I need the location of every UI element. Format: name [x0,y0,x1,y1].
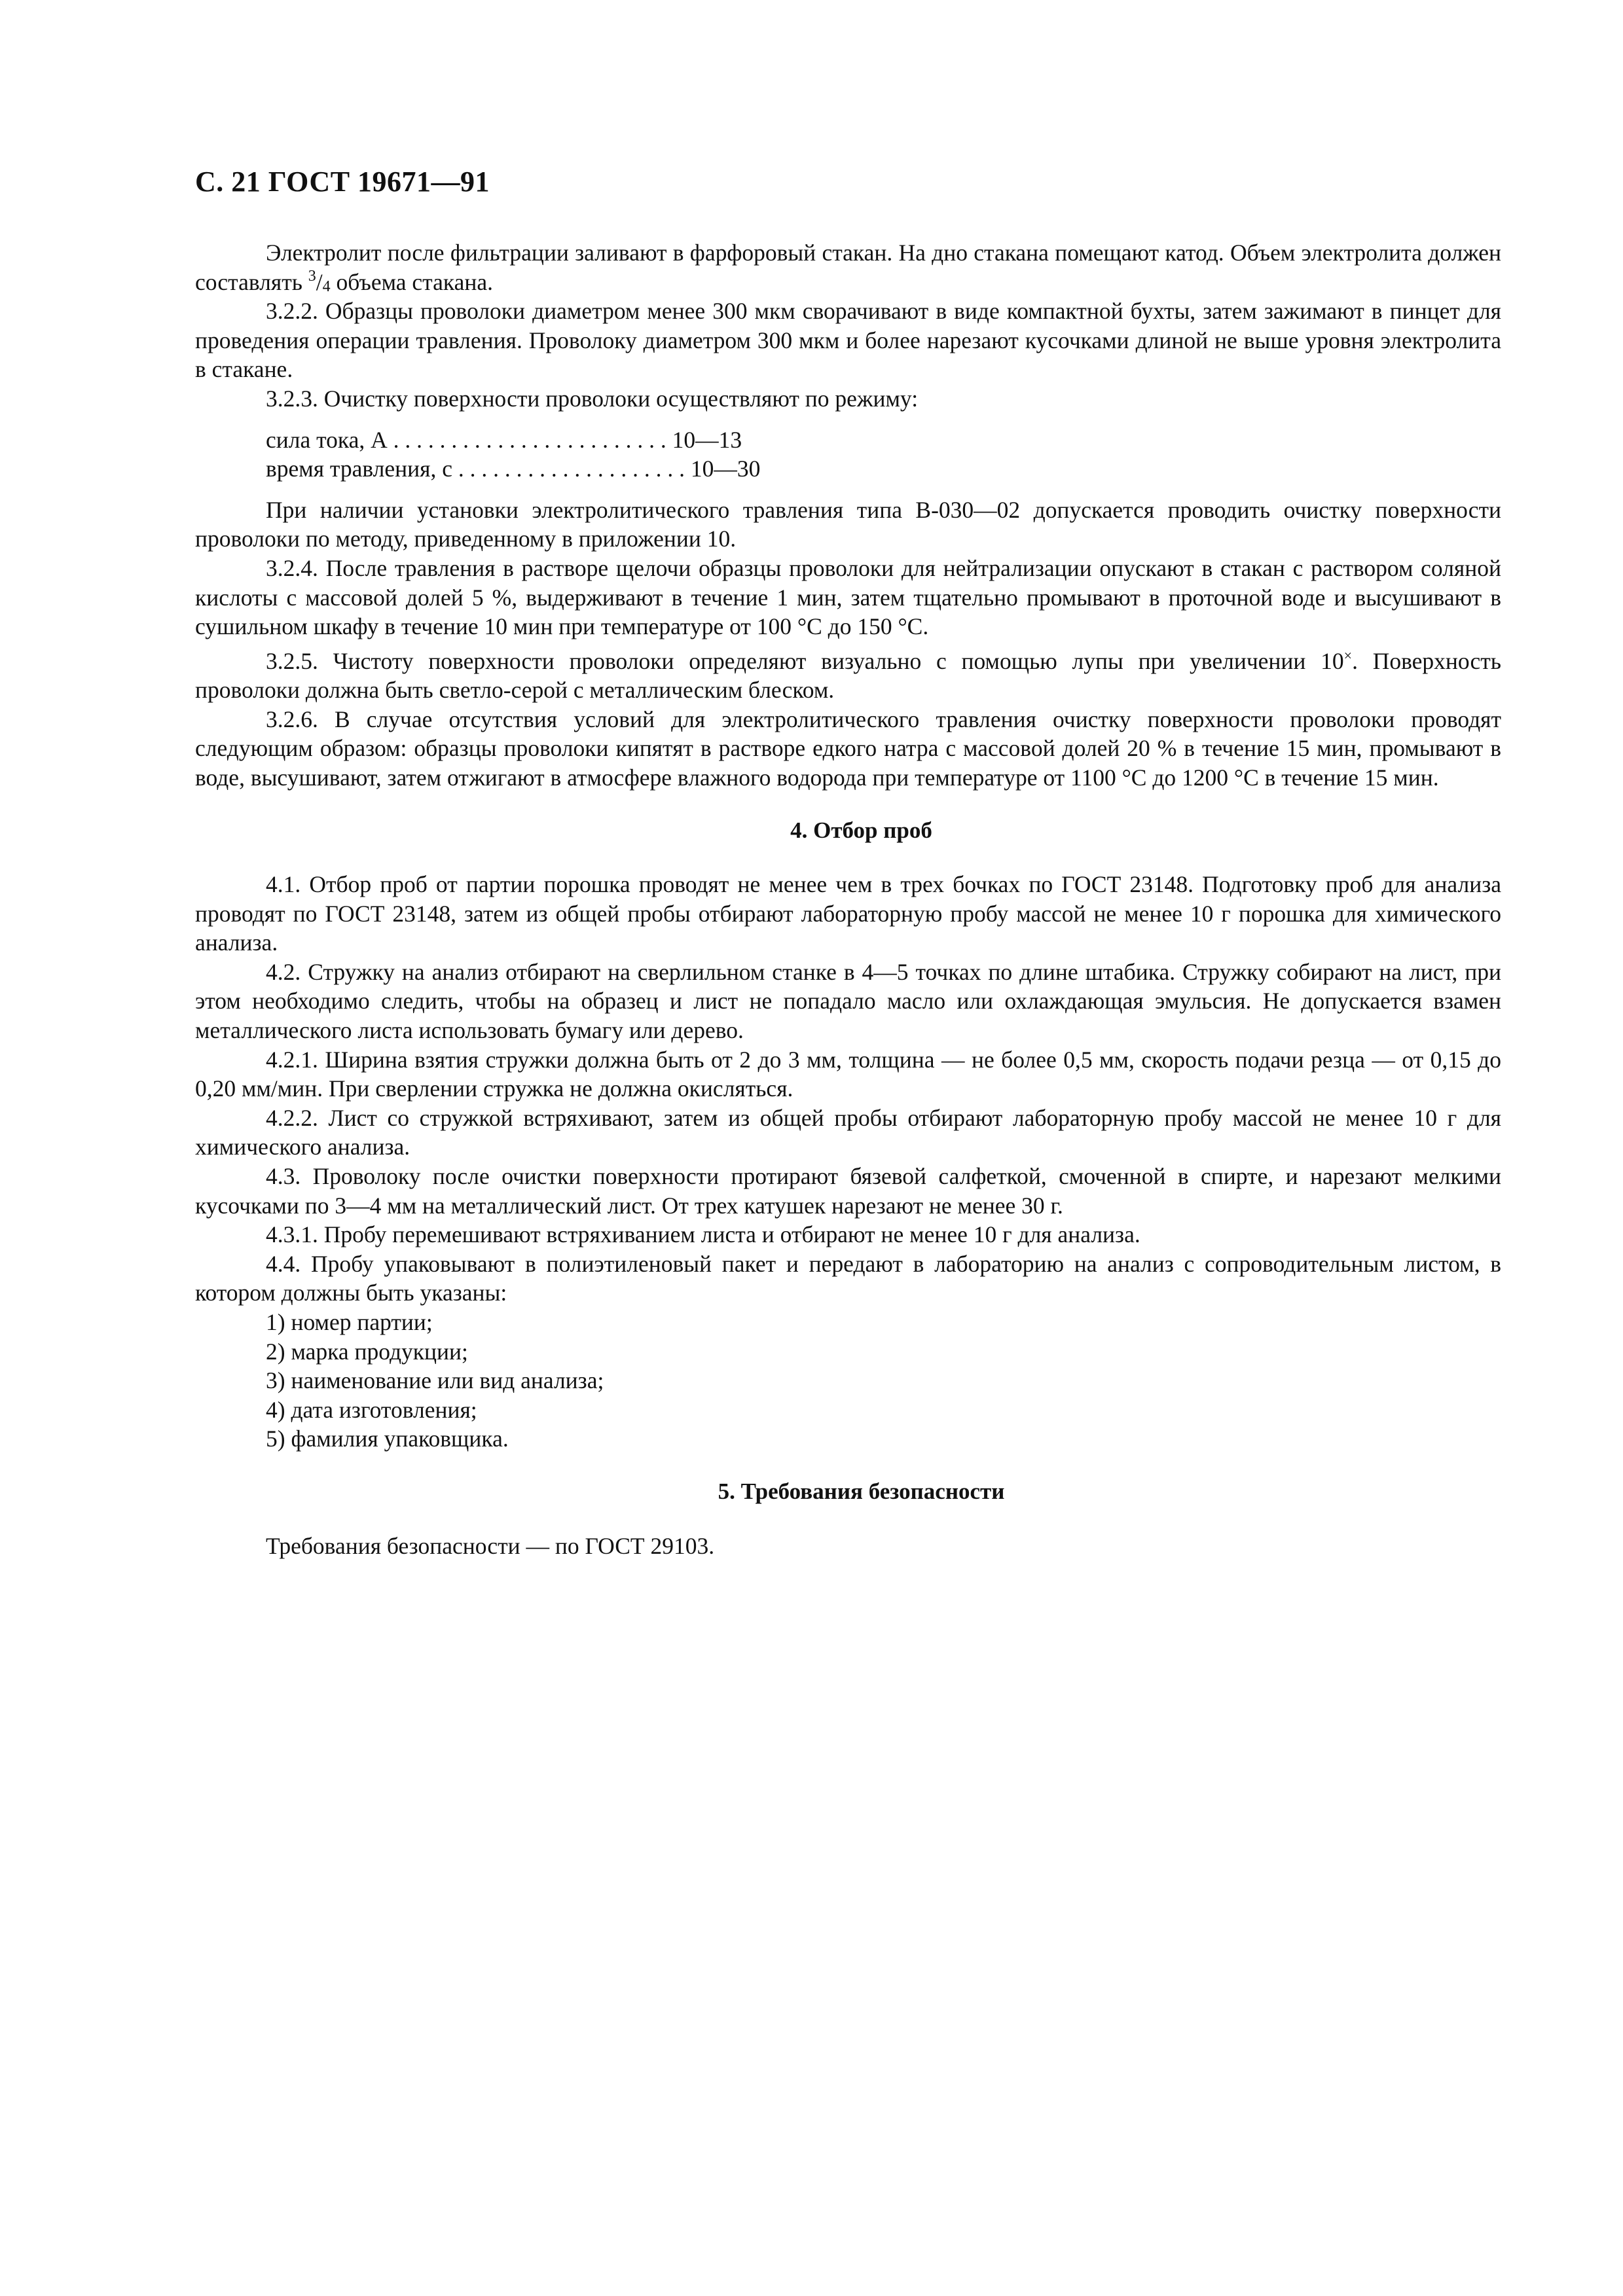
paragraph-text: . Поверхность проволоки должна быть светло-серой с металлическим блеском. [195,647,1501,704]
list-item: 5) фамилия упаковщика. [266,1426,509,1452]
paragraph-4-2-2: 4.2.2. Лист со стружкой встряхивают, затем из общей пробы отбирают лабораторную пробу массой не менее 10 г для химического анализа. [195,1104,1501,1160]
section-5-title: 5. Требования безопасности [718,1478,1005,1504]
paragraph-4-3-1: 4.3.1. Пробу перемешивают встряхиванием листа и отбирают не менее 10 г для анализа. [266,1221,1140,1248]
paragraph-4-2-1: 4.2.1. Ширина взятия стружки должна быть от 2 до 3 мм, толщина — не более 0,5 мм, скорость подачи резца — от 0,15 до 0,20 мм/мин. При сверлении стружка не должна окисляться. [195,1046,1501,1102]
paragraph-4-1: 4.1. Отбор проб от партии порошка проводят не менее чем в трех бочках по ГОСТ 23148. Подготовку проб для анализа проводят по ГОСТ 23148, затем из общей пробы отбирают лабораторную пробу массой не менее 10 г порошка для химического анализа. [195,871,1501,956]
mode-leader-dots: . . . . . . . . . . . . . . . . . . . . [452,456,691,482]
mode-value: 10—30 [690,456,761,482]
paragraph-4-4: 4.4. Пробу упаковывают в полиэтиленовый пакет и передают в лабораторию на анализ с сопроводительным листом, в котором должны быть указаны: [195,1250,1501,1306]
mode-row-current [266,425,1501,455]
etching-mode-table [266,425,1501,484]
mode-value: 10—13 [672,426,742,453]
paragraph-3-2-3: 3.2.3. Очистку поверхности проволоки осуществляют по режиму: [266,385,919,412]
fraction-denominator: 4 [322,278,331,295]
magnification-sign: × [1343,647,1353,664]
fraction: $^3/_4$ [308,267,331,295]
paragraph-text: 3.2.5. Чистоту поверхности проволоки определяют визуально с помощью лупы при увеличении 10 [266,647,1344,674]
paragraph-safety: Требования безопасности — по ГОСТ 29103. [266,1532,715,1559]
paragraph-3-2-4: 3.2.4. После травления в растворе щелочи образцы проволоки для нейтрализации опускают в стакан с раствором соляной кислоты с массовой долей 5 %, выдерживают в течение 1 мин, затем тщательно промывают в проточной воде и высушивают в сушильном шкафу в течение 10 мин при температуре от 100 °С до 150 °С. [195,554,1501,640]
list-item: 3) наименование или вид анализа; [266,1367,604,1394]
paragraph-3-2-5 [195,641,1501,705]
mode-label: сила тока, А [266,426,388,453]
paragraph-text: объема стакана. [330,268,493,295]
paragraph-text: Электролит после фильтрации заливают в фарфоровый стакан. На дно стакана помещают катод. Объем электролита должен составлять [195,240,1501,295]
page-header: С. 21 ГОСТ 19671—91 [195,166,490,198]
required-info-list [195,1308,1501,1454]
document-body [195,238,1501,1560]
mode-label: время травления, с [266,456,452,482]
section-4-title: 4. Отбор проб [790,817,932,843]
paragraph-electrolyte [195,238,1501,296]
paragraph-3-2-2: 3.2.2. Образцы проволоки диаметром менее 300 мкм сворачивают в виде компактной бухты, затем зажимают в пинцет для проведения операции травления. Проволоку диаметром 300 мкм и более нарезают кусочками длиной не выше уровня электролита в стакане. [195,298,1501,383]
mode-row-time [266,454,1501,484]
paragraph-4-3: 4.3. Проволоку после очистки поверхности протирают бязевой салфеткой, смоченной в спирте, и нарезают мелкими кусочками по 3—4 мм на металлический лист. От трех катушек нарезают не менее 30 г. [195,1163,1501,1219]
list-item: 4) дата изготовления; [266,1396,477,1423]
mode-leader-dots: . . . . . . . . . . . . . . . . . . . . . . . . [387,426,672,453]
list-item: 1) номер партии; [266,1309,433,1336]
paragraph-installation: При наличии установки электролитического травления типа В-030—02 допускается проводить очистку поверхности проволоки по методу, приведенному в приложении 10. [195,496,1501,552]
paragraph-4-2: 4.2. Стружку на анализ отбирают на сверлильном станке в 4—5 точках по длине штабика. Стружку собирают на лист, при этом необходимо следить, чтобы на образец и лист не попадало масло или охлаждающая эмульсия. Не допускается взамен металлического листа использовать бумагу или дерево. [195,958,1501,1044]
paragraph-3-2-6: 3.2.6. В случае отсутствия условий для электролитического травления очистку поверхности проволоки проводят следующим образом: образцы проволоки кипятят в растворе едкого натра с массовой долей 20 % в течение 15 мин, промывают в воде, высушивают, затем отжигают в атмосфере влажного водорода при температуре от 1100 °С до 1200 °С в течение 15 мин. [195,706,1501,791]
fraction-numerator: 3 [308,267,316,285]
list-item: 2) марка продукции; [266,1338,468,1365]
